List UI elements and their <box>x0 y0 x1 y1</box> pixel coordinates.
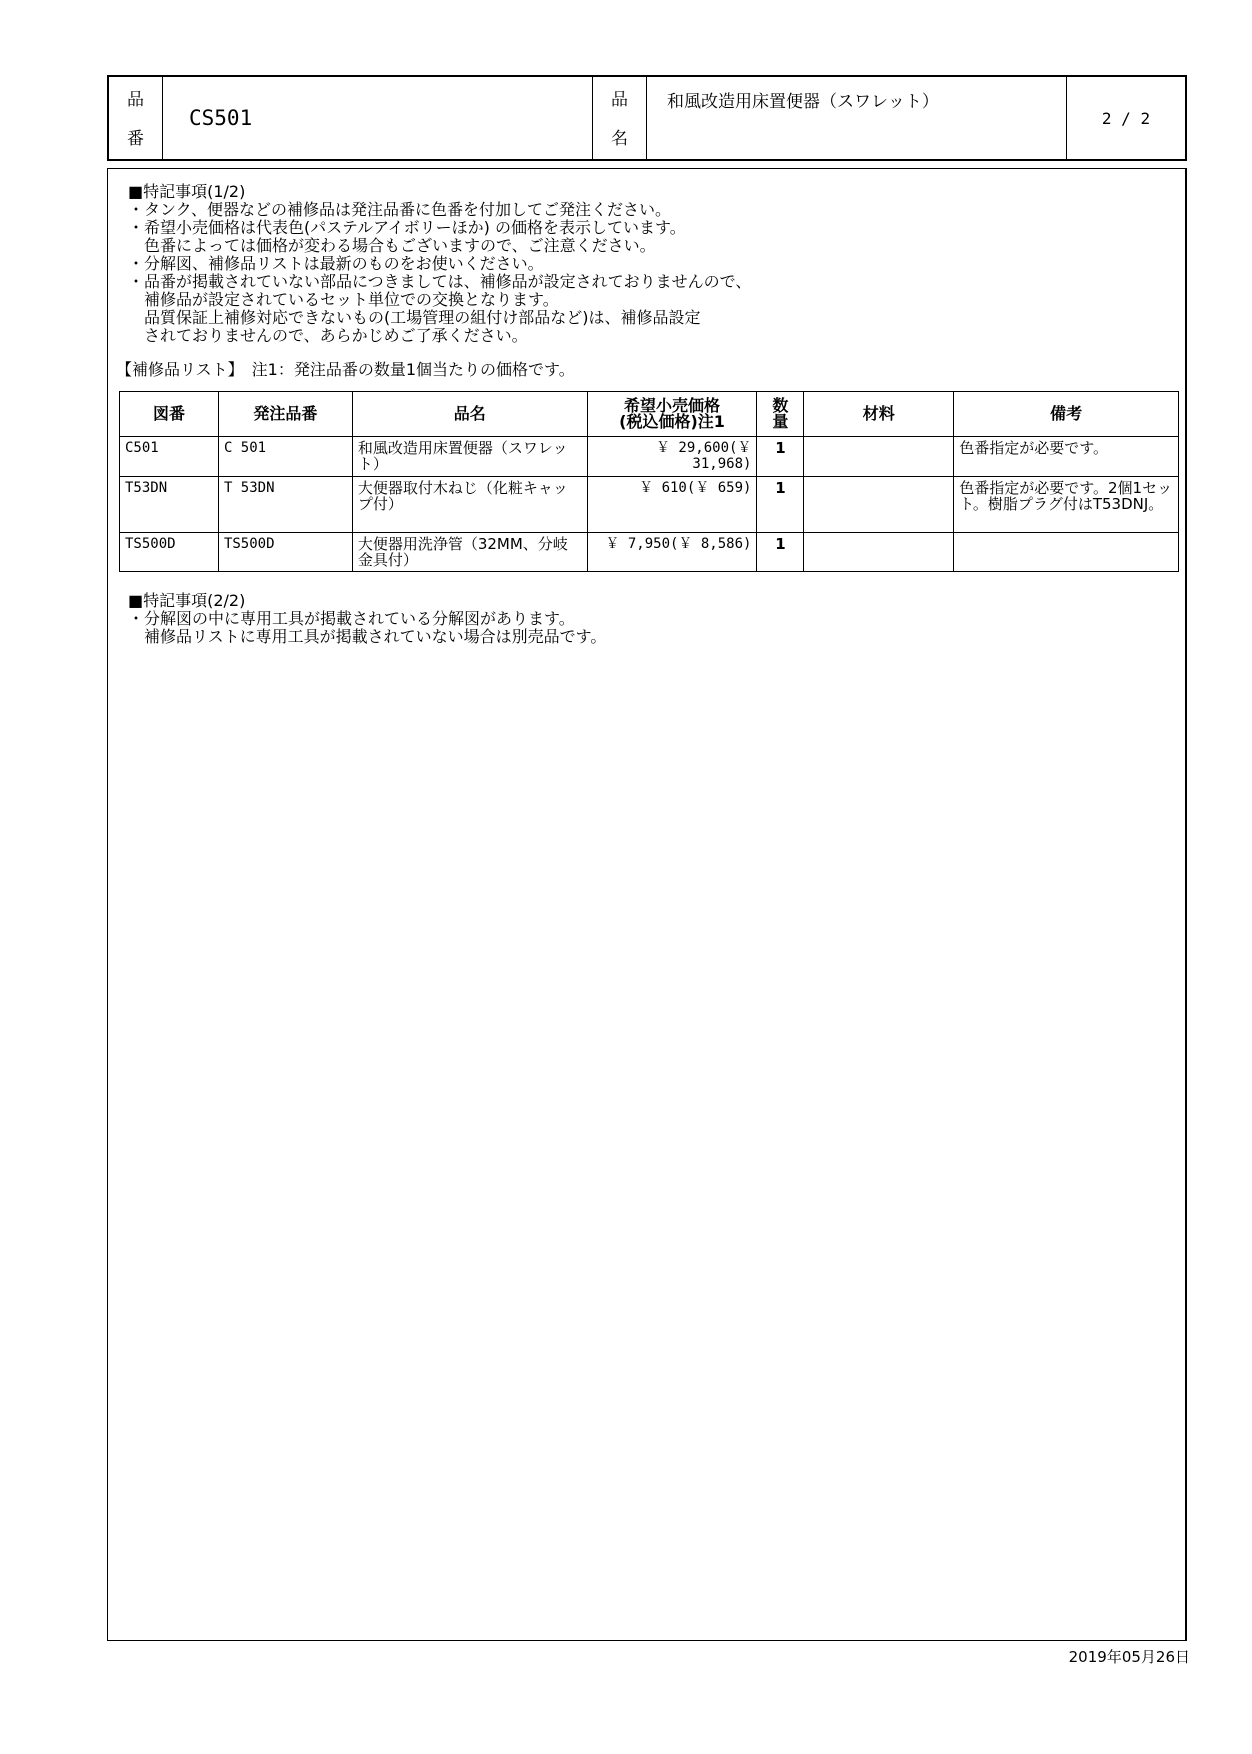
cell-qty: 1 <box>757 477 804 533</box>
cell-material <box>804 477 954 533</box>
special-notes-2 <box>128 592 606 646</box>
document-header <box>107 75 1187 161</box>
table-row <box>120 437 1179 477</box>
col-header-qty-line2: 量 <box>772 412 789 431</box>
special-note-line: 色番によっては価格が変わる場合もございますので、ご注意ください。 <box>128 236 656 255</box>
cell-qty: 1 <box>757 533 804 572</box>
special-note-line: ・タンク、便器などの補修品は発注品番に色番を付加してご発注ください。 <box>128 200 672 219</box>
cell-name: 大便器取付木ねじ（化粧キャップ付） <box>352 477 587 533</box>
col-header-name: 品名 <box>352 392 587 437</box>
col-header-qty-line1: 数 <box>772 396 789 415</box>
special-note-line: ・分解図の中に専用工具が掲載されている分解図があります。 <box>128 609 575 628</box>
product-code-label <box>109 77 163 159</box>
cell-material <box>804 533 954 572</box>
special-note-line: ・分解図、補修品リストは最新のものをお使いください。 <box>128 254 544 273</box>
special-notes-1 <box>128 183 751 345</box>
parts-table <box>119 391 1179 572</box>
cell-zuban: C501 <box>120 437 219 477</box>
col-header-price-line1: 希望小売価格 <box>624 396 721 415</box>
product-code: CS501 <box>163 77 593 159</box>
special-note-line: 補修品が設定されているセット単位での交換となります。 <box>128 290 559 309</box>
cell-remarks: 色番指定が必要です。2個1セット。樹脂プラグ付はT53DNJ。 <box>954 477 1179 533</box>
special-note-line: ・品番が掲載されていない部品につきましては、補修品が設定されておりませんので、 <box>128 272 752 291</box>
special-note-line: 品質保証上補修対応できないもの(工場管理の組付け部品など)は、補修品設定 <box>128 308 701 327</box>
cell-price: ￥ 29,600(￥ 31,968) <box>587 437 757 477</box>
cell-zuban: TS500D <box>120 533 219 572</box>
col-header-qty <box>757 392 804 437</box>
special-notes-2-title: ■特記事項(2/2) <box>128 591 246 610</box>
product-name-label <box>593 77 647 159</box>
product-name: 和風改造用床置便器（スワレット） <box>647 77 1067 159</box>
cell-remarks: 色番指定が必要です。 <box>954 437 1179 477</box>
cell-order-no: C 501 <box>218 437 352 477</box>
cell-order-no: TS500D <box>218 533 352 572</box>
col-header-price-line2: (税込価格)注1 <box>619 412 725 431</box>
cell-zuban: T53DN <box>120 477 219 533</box>
cell-price: ￥ 7,950(￥ 8,586) <box>587 533 757 572</box>
product-name-label-bottom: 名 <box>611 129 628 149</box>
col-header-order-no: 発注品番 <box>218 392 352 437</box>
col-header-material: 材料 <box>804 392 954 437</box>
cell-price: ￥ 610(￥ 659) <box>587 477 757 533</box>
col-header-remarks: 備考 <box>954 392 1179 437</box>
special-note-line: ・希望小売価格は代表色(パステルアイボリーほか) の価格を表示しています。 <box>128 218 686 237</box>
cell-order-no: T 53DN <box>218 477 352 533</box>
special-note-line: 補修品リストに専用工具が掲載されていない場合は別売品です。 <box>128 627 607 646</box>
parts-list-title: 【補修品リスト】 注1：発注品番の数量1個当たりの価格です。 <box>116 360 575 379</box>
table-row <box>120 477 1179 533</box>
cell-name: 大便器用洗浄管（32MM、分岐金具付） <box>352 533 587 572</box>
product-name-label-top: 品 <box>611 90 628 110</box>
cell-remarks <box>954 533 1179 572</box>
cell-name: 和風改造用床置便器（スワレット） <box>352 437 587 477</box>
product-code-label-bottom: 番 <box>127 129 144 149</box>
content-frame <box>107 168 1187 1641</box>
issue-date: 2019年05月26日 <box>1068 1648 1190 1666</box>
col-header-price <box>587 392 757 437</box>
table-row <box>120 533 1179 572</box>
product-code-label-top: 品 <box>127 90 144 110</box>
table-header-row <box>120 392 1179 437</box>
special-note-line: されておりませんので、あらかじめご了承ください。 <box>128 326 528 345</box>
page-number: 2 / 2 <box>1101 108 1151 128</box>
cell-material <box>804 437 954 477</box>
cell-qty: 1 <box>757 437 804 477</box>
special-notes-1-title: ■特記事項(1/2) <box>128 182 246 201</box>
col-header-zuban: 図番 <box>120 392 219 437</box>
